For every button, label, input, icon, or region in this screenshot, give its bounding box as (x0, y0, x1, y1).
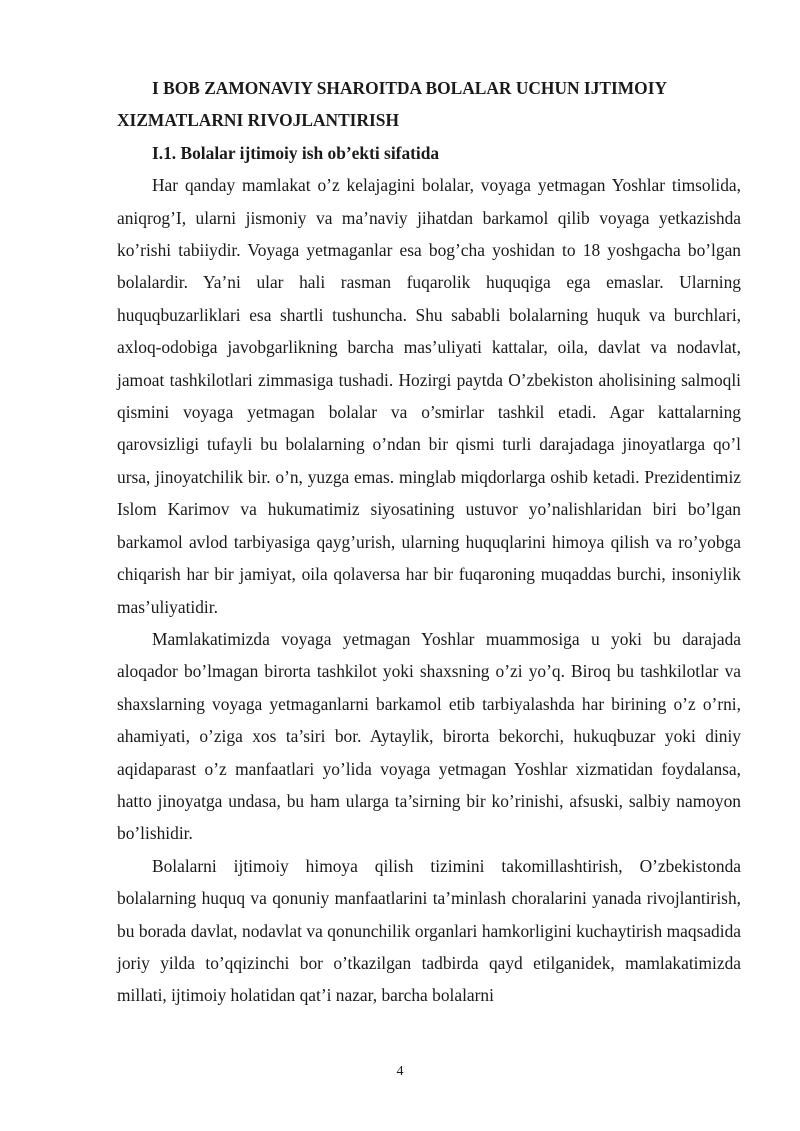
paragraph-2: Mamlakatimizda voyaga yetmagan Yoshlar muammosiga u yoki bu darajada aloqador bo’lmagan birorta tashkilot yoki shaxsning o’zi yo’q. Biroq bu tashkilotlar va shaxslarning voyaga yetmaganlarni barkamol etib tarbiyalashda har birining o’z o’rni, ahamiyati, o’ziga xos ta’siri bor. Aytaylik, birorta bekorchi, hukuqbuzar yoki diniy aqidaparast o’z manfaatlari yo’lida voyaga yetmagan Yoshlar xizmatidan foydalansa, hatto jinoyatga undasa, bu ham ularga ta’sirning bir ko’rinishi, afsuski, salbiy namoyon bo’lishidir. (117, 628, 741, 844)
chapter-title: I BOB ZAMONAVIY SHAROITDA BOLALAR UCHUN IJTIMOIY XIZMATLARNI RIVOJLANTIRISH (117, 78, 667, 131)
section-title: I.1. Bolalar ijtimoiy ish ob’ekti sifatida (152, 142, 440, 163)
page-number: 4 (396, 1064, 404, 1079)
paragraph-1: Har qanday mamlakat o’z kelajagini bolalar, voyaga yetmagan Yoshlar timsolida, aniqrog’I, ularni jismoniy va ma’naviy jihatdan barkamol qilib voyaga yetkazishda ko’rishi tabiiydir. Voyaga yetmaganlar esa bog’cha yoshidan to 18 yoshgacha bo’lgan bolalardir. Ya’ni ular hali rasman fuqarolik huquqiga ega emaslar. Ularning huquqbuzarliklari esa shartli tushuncha. Shu sababli bolalarning huquk va burchlari, axloq-odobiga javobgarlikning barcha mas’uliyati kattalar, oila, davlat va nodavlat, jamoat tashkilotlari zimmasiga tushadi. Hozirgi paytda O’zbekiston aholisining salmoqli qismini voyaga yetmagan bolalar va o’smirlar tashkil etadi. Agar kattalarning qarovsizligi tufayli bu bolalarning o’ndan bir qismi turli darajadaga jinoyatlarga qo’l ursa, jinoyatchilik bir. o’n, yuzga emas. minglab miqdorlarga oshib ketadi. Prezidentimiz Islom Karimov va hukumatimiz siyosatining ustuvor yo’nalishlaridan biri bo’lgan barkamol avlod tarbiyasiga qayg’urish, ularning huquqlarini himoya qilish va ro’yobga chiqarish har bir jamiyat, oila qolaversa har bir fuqaroning muqaddas burchi, insoniylik mas’uliyatidir. (117, 175, 741, 617)
paragraph-3: Bolalarni ijtimoiy himoya qilish tizimini takomillashtirish, O’zbekistonda bolalarning huquq va qonuniy manfaatlarini ta’minlash choralarini yanada rivojlantirish, bu borada davlat, nodavlat va qonunchilik organlari hamkorligini kuchaytirish maqsadida joriy yilda to’qqizinchi bor o’tkazilgan tadbirda qayd etilganidek, mamlakatimizda millati, ijtimoiy holatidan qat’i nazar, barcha bolalarni (117, 855, 741, 1006)
page-content (117, 72, 741, 1012)
